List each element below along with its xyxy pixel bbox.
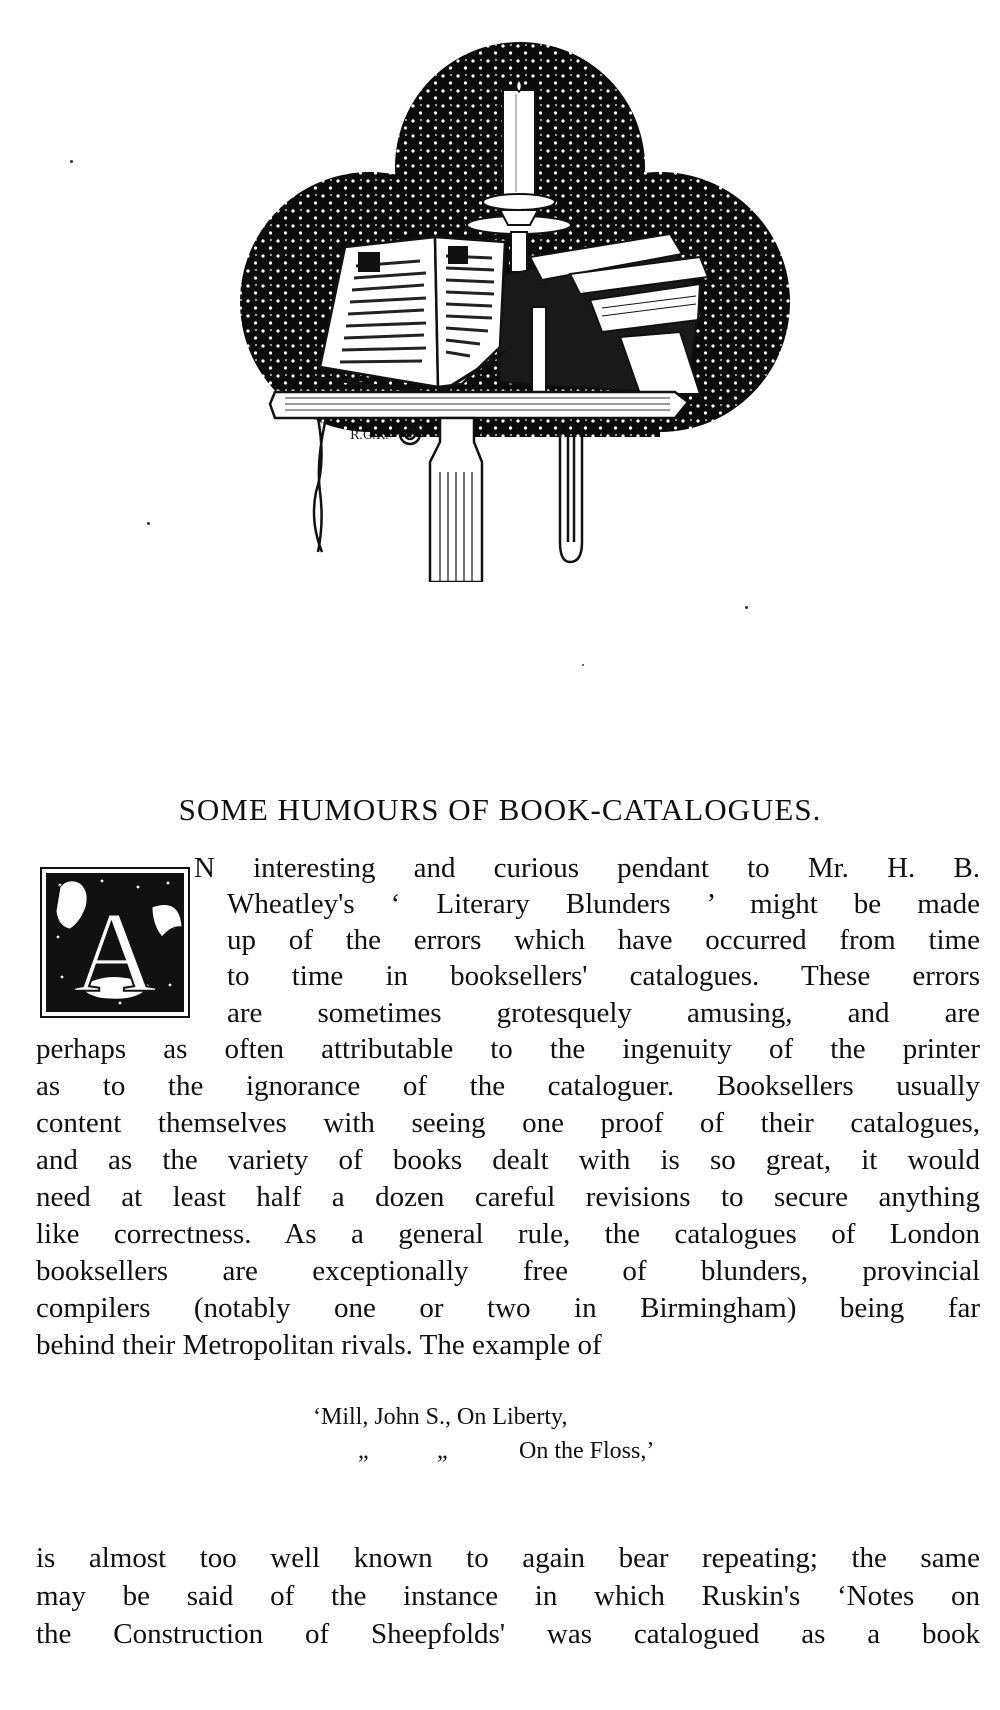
scan-speck	[147, 522, 150, 525]
decorated-initial-a-icon	[40, 867, 190, 1018]
quoted-catalogue-entry-line: On the Floss,’	[519, 1438, 655, 1464]
paragraph-line: may be said of the instance in which Ruskin's ‘Notes on	[36, 1580, 980, 1612]
open-book	[312, 237, 505, 394]
engraver-monogram: R.G.R.	[350, 428, 389, 442]
ditto-mark: „	[437, 1438, 448, 1464]
paragraph-line: is almost too well known to again bear repeating; the same	[36, 1542, 980, 1574]
scan-speck	[745, 606, 748, 609]
paragraph-line: the Construction of Sheepfolds' was catalogued as a book	[36, 1618, 980, 1650]
paragraph-line: like correctness. As a general rule, the catalogues of London	[36, 1218, 980, 1250]
paragraph-line: content themselves with seeing one proof of their catalogues,	[36, 1107, 980, 1139]
paragraph-line: Wheatley's ‘ Literary Blunders ’ might be made	[227, 888, 980, 920]
paragraph-line: as to the ignorance of the cataloguer. Booksellers usually	[36, 1070, 980, 1102]
paragraph-line: booksellers are exceptionally free of blunders, provincial	[36, 1255, 980, 1287]
paragraph-line: perhaps as often attributable to the ingenuity of the printer	[36, 1033, 980, 1065]
paragraph-line: need at least half a dozen careful revisions to secure anything	[36, 1181, 980, 1213]
ditto-mark: „	[358, 1438, 369, 1464]
quoted-catalogue-entry-line: ‘Mill, John S., On Liberty,	[313, 1404, 568, 1430]
drop-cap-letter: A	[73, 889, 157, 1017]
paragraph-line: are sometimes grotesquely amusing, and are	[227, 997, 980, 1029]
paragraph-line: N interesting and curious pendant to Mr. H. B.	[194, 852, 980, 884]
paragraph-line: and as the variety of books dealt with is so great, it would	[36, 1144, 980, 1176]
scan-speck	[582, 664, 584, 666]
paragraph-line: compilers (notably one or two in Birmingham) being far	[36, 1292, 980, 1324]
article-title: SOME HUMOURS OF BOOK-CATALOGUES.	[178, 792, 822, 827]
headpiece-illustration	[230, 42, 810, 582]
scan-speck	[70, 160, 73, 163]
paragraph-line: to time in booksellers' catalogues. These errors	[227, 960, 980, 992]
paragraph-line: behind their Metropolitan rivals. The example of	[36, 1329, 602, 1361]
paragraph-line: up of the errors which have occurred from time	[227, 924, 980, 956]
